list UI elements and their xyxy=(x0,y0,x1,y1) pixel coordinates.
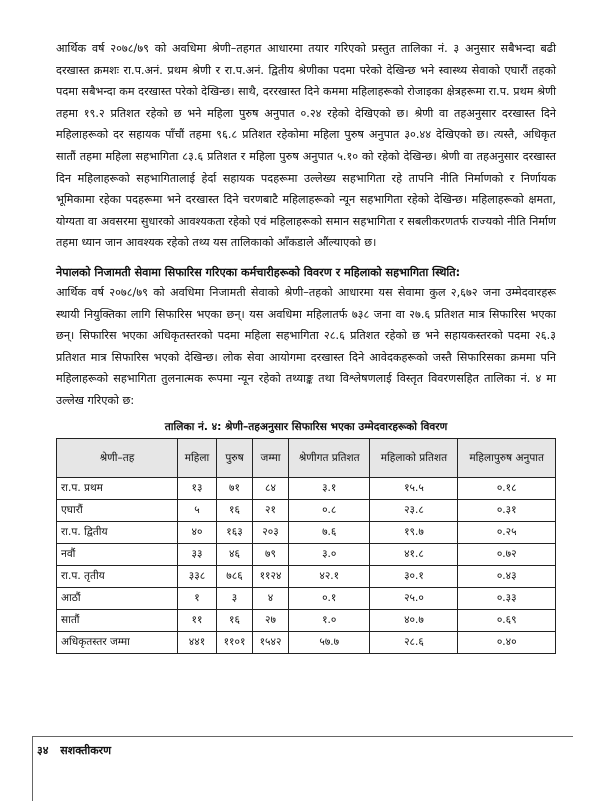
table-row xyxy=(57,631,556,653)
page-body xyxy=(56,38,556,654)
row-value-cell: ५७.७ xyxy=(289,631,370,653)
row-value-cell: ०.१८ xyxy=(458,477,556,499)
row-value-cell: ०.६९ xyxy=(458,609,556,631)
row-value-cell: ०.३३ xyxy=(458,587,556,609)
row-value-cell: ३३८ xyxy=(178,565,217,587)
page-footer xyxy=(32,736,573,801)
row-value-cell: ०.१ xyxy=(289,587,370,609)
table-row xyxy=(57,565,556,587)
row-value-cell: १ xyxy=(178,587,217,609)
row-value-cell: ७८६ xyxy=(217,565,253,587)
row-value-cell: ७१ xyxy=(217,477,253,499)
row-value-cell: ४१.८ xyxy=(370,543,458,565)
paragraph-2: आर्थिक वर्ष २०७८/७९ को अवधिमा निजामती सेवाको श्रेणी–तहको आधारमा यस सेवामा कुल २,६७२ जना उम्मेदवारहरू स्थायी नियुक्तिका लागि सिफारिस भएका छन्। यस अवधिमा महिलातर्फ ७३८ जना वा २७.६ प्रतिशत मात्र सिफारिस भएका छन्। सिफारिस भएका अधिकृतस्तरको पदमा महिला सहभागिता २८.६ प्रतिशत रहेको छ भने सहायकस्तरको पदमा २६.३ प्रतिशत मात्र सिफारिस भएको देखिन्छ। लोक सेवा आयोगमा दरखास्त दिने आवेदकहरूको जस्तै सिफारिसका क्रममा पनि महिलाहरूको सहभागिता तुलनात्मक रूपमा न्यून रहेको तथ्याङ्क तथा विश्लेषणलाई विस्तृत विवरणसहित तालिका नं. ४ मा उल्लेख गरिएको छ: xyxy=(56,285,556,407)
row-value-cell: ४ xyxy=(253,587,289,609)
row-value-cell: ४२.१ xyxy=(289,565,370,587)
row-value-cell: २३.८ xyxy=(370,499,458,521)
table-row xyxy=(57,609,556,631)
row-value-cell: ३०.१ xyxy=(370,565,458,587)
section-heading: नेपालको निजामती सेवामा सिफारिस गरिएका कर्मचारीहरूको विवरण र महिलाको सहभागिता स्थिति: xyxy=(56,265,461,279)
table-header-row xyxy=(57,438,556,477)
header-total: जम्मा xyxy=(253,438,289,477)
row-value-cell: २७ xyxy=(253,609,289,631)
row-value-cell: १६ xyxy=(217,499,253,521)
table-row xyxy=(57,521,556,543)
paragraph-1: आर्थिक वर्ष २०७८/७९ को अवधिमा श्रेणी–तहगत आधारमा तयार गरिएको प्रस्तुत तालिका नं. ३ अनुसार सबैभन्दा बढी दरखास्त क्रमशः रा.प.अनं. प्रथम श्रेणी र रा.प.अनं. द्वितीय श्रेणीका पदमा परेको देखिन्छ भने स्वास्थ्य सेवाको एघारौं तहको पदमा सबैभन्दा कम दरखास्त परेको देखिन्छ। साथै, दररखास्त दिने कममा महिलाहरूको रोजाइका क्षेत्रहरूमा रा.प. प्रथम श्रेणी तहमा १९.२ प्रतिशत रहेको छ भने महिला पुरुष अनुपात ०.२४ रहेको देखिएको छ। श्रेणी वा तहअनुसार दरखास्त दिने महिलाहरूको दर सहायक पाँचौं तहमा ९६.८ प्रतिशत रहेकोमा महिला पुरुष अनुपात ३०.४४ देखिएको छ। त्यस्तै, अधिकृत सातौं तहमा महिला सहभागिता ८३.६ प्रतिशत र महिला पुरुष अनुपात ५.१० को रहेको देखिन्छ। श्रेणी वा तहअनुसार दरखास्त दिन महिलाहरूको सहभागितालाई हेर्दा सहायक पदहरूमा उल्लेख्य सहभागिता रहे तापनि नीति निर्माणको र निर्णायक भूमिकामा रहेका पदहरूमा भने दरखास्त दिने चरणबाटै महिलाहरूको न्यून सहभागिता रहेको देखिन्छ। महिलाहरूको क्षमता, योग्यता वा अवसरमा सुधारको आवश्यकता रहेको एवं महिलाहरूको समान सहभागिता र सबलीकरणतर्फ राज्यको नीति निर्माण तहमा ध्यान जान आवश्यक रहेको तथ्य यस तालिकाको आँकडाले औंल्याएको छ। xyxy=(56,42,556,250)
row-value-cell: २८.६ xyxy=(370,631,458,653)
row-value-cell: १६३ xyxy=(217,521,253,543)
row-value-cell: २५.० xyxy=(370,587,458,609)
table-row xyxy=(57,543,556,565)
row-value-cell: ३ xyxy=(217,587,253,609)
row-value-cell: ७९ xyxy=(253,543,289,565)
row-value-cell: ०.२५ xyxy=(458,521,556,543)
row-value-cell: २०३ xyxy=(253,521,289,543)
header-female: महिला xyxy=(178,438,217,477)
recommendation-table xyxy=(56,438,556,654)
row-category-cell: एघारौं xyxy=(57,499,178,521)
row-value-cell: ४४१ xyxy=(178,631,217,653)
row-value-cell: ७.६ xyxy=(289,521,370,543)
header-category: श्रेणी–तह xyxy=(57,438,178,477)
row-category-cell: अधिकृतस्तर जम्मा xyxy=(57,631,178,653)
row-value-cell: ५ xyxy=(178,499,217,521)
header-female-percent: महिलाको प्रतिशत xyxy=(370,438,458,477)
row-value-cell: ३.० xyxy=(289,543,370,565)
row-value-cell: ११२४ xyxy=(253,565,289,587)
header-male: पुरुष xyxy=(217,438,253,477)
row-category-cell: रा.प. प्रथम xyxy=(57,477,178,499)
table-row xyxy=(57,499,556,521)
row-value-cell: ४६ xyxy=(217,543,253,565)
row-value-cell: ४०.७ xyxy=(370,609,458,631)
header-ratio: महिलापुरुष अनुपात xyxy=(458,438,556,477)
page-number: ३४ xyxy=(37,744,49,757)
row-value-cell: १५.५ xyxy=(370,477,458,499)
row-value-cell: १३ xyxy=(178,477,217,499)
table-row xyxy=(57,477,556,499)
row-value-cell: ०.८ xyxy=(289,499,370,521)
row-value-cell: ०.३१ xyxy=(458,499,556,521)
row-value-cell: ११०१ xyxy=(217,631,253,653)
row-category-cell: आठौं xyxy=(57,587,178,609)
table-title: तालिका नं. ४: श्रेणी–तहअनुसार सिफारिस भएका उम्मेदवारहरूको विवरण xyxy=(164,420,448,433)
row-value-cell: ३३ xyxy=(178,543,217,565)
row-category-cell: रा.प. द्वितीय xyxy=(57,521,178,543)
row-value-cell: ०.४३ xyxy=(458,565,556,587)
row-value-cell: ८४ xyxy=(253,477,289,499)
row-value-cell: ४० xyxy=(178,521,217,543)
row-value-cell: ०.४० xyxy=(458,631,556,653)
row-value-cell: ३.१ xyxy=(289,477,370,499)
row-value-cell: १५४२ xyxy=(253,631,289,653)
row-value-cell: १६ xyxy=(217,609,253,631)
footer-text xyxy=(37,743,111,758)
row-category-cell: सातौं xyxy=(57,609,178,631)
row-category-cell: नवौं xyxy=(57,543,178,565)
row-value-cell: ०.७२ xyxy=(458,543,556,565)
publication-name: सशक्तीकरण xyxy=(60,744,112,757)
table-row xyxy=(57,587,556,609)
row-value-cell: ११ xyxy=(178,609,217,631)
row-value-cell: १.० xyxy=(289,609,370,631)
row-value-cell: २१ xyxy=(253,499,289,521)
row-value-cell: १९.७ xyxy=(370,521,458,543)
row-category-cell: रा.प. तृतीय xyxy=(57,565,178,587)
header-category-percent: श्रेणीगत प्रतिशत xyxy=(289,438,370,477)
